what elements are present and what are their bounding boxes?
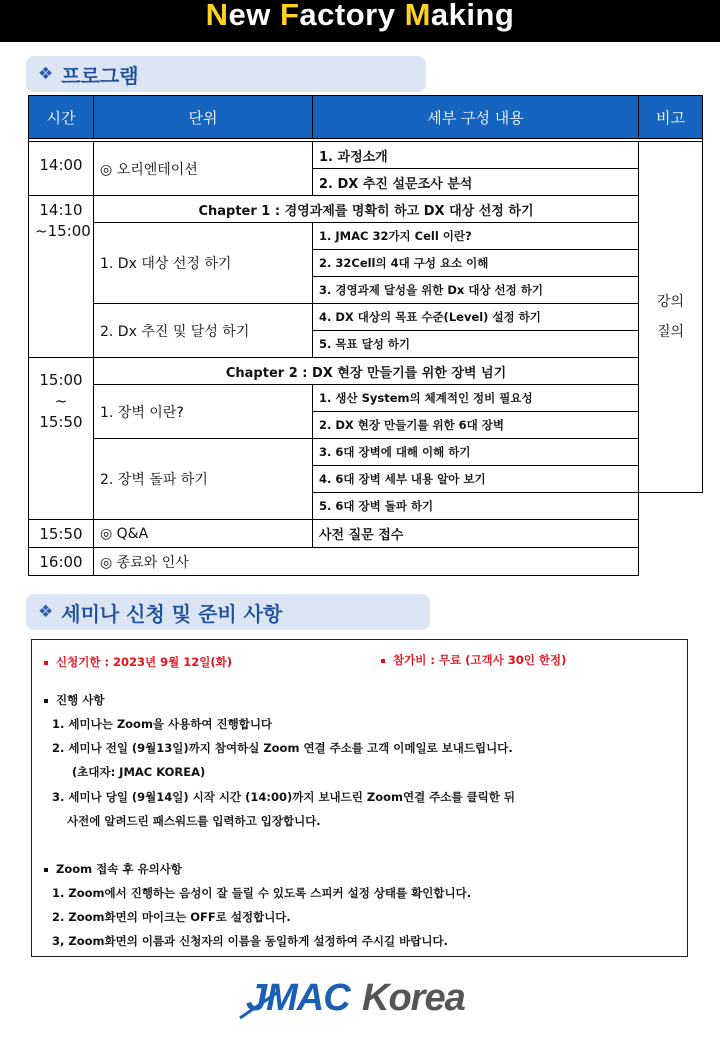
unit-cell: ◎ 종료와 인사 bbox=[94, 548, 639, 576]
logo-korea-text: Korea bbox=[362, 977, 465, 1019]
progress-item: 사전에 알려드린 패스워드를 입력하고 입장합니다. bbox=[67, 814, 321, 828]
title-cap-n: N bbox=[205, 0, 229, 32]
time-start: 15:00 bbox=[39, 371, 83, 389]
bullet-icon bbox=[381, 659, 385, 663]
zoom-title: Zoom 접속 후 유의사항 bbox=[56, 862, 182, 876]
detail-cell: 4. 6대 장벽 세부 내용 알아 보기 bbox=[313, 466, 639, 493]
detail-cell: 2. DX 추진 설문조사 분석 bbox=[313, 169, 639, 196]
time-end: ~15:00 bbox=[35, 222, 91, 240]
detail-cell: 3. 6대 장벽에 대해 이해 하기 bbox=[313, 439, 639, 466]
deadline-line bbox=[44, 654, 232, 670]
table-row bbox=[29, 520, 703, 548]
table-row bbox=[29, 385, 703, 412]
table-row bbox=[29, 439, 703, 466]
fee-line bbox=[381, 652, 566, 668]
table-row bbox=[29, 223, 703, 250]
table-row bbox=[29, 358, 703, 385]
section-program-header bbox=[26, 56, 426, 92]
header-note: 비고 bbox=[639, 96, 703, 139]
unit-cell: 1. 장벽 이란? bbox=[94, 385, 313, 439]
diamond-bullet-icon: ❖ bbox=[38, 602, 54, 622]
progress-item: 2. 세미나 전일 (9월13일)까지 참여하실 Zoom 연결 주소를 고객 이메일로 보내드립니다. bbox=[52, 741, 513, 755]
detail-cell: 3. 경영과제 달성을 위한 Dx 대상 선정 하기 bbox=[313, 277, 639, 304]
detail-cell: 1. JMAC 32가지 Cell 이란? bbox=[313, 223, 639, 250]
unit-cell: 2. Dx 추진 및 달성 하기 bbox=[94, 304, 313, 358]
diamond-bullet-icon: ❖ bbox=[38, 64, 54, 84]
unit-cell: ◎ Q&A bbox=[94, 520, 313, 548]
title-part-aking: aking bbox=[430, 0, 515, 32]
section-seminar-header bbox=[26, 594, 430, 630]
detail-cell: 1. 생산 System의 체계적인 정비 필요성 bbox=[313, 385, 639, 412]
progress-item: (초대자: JMAC KOREA) bbox=[72, 765, 206, 779]
zoom-item: 3, Zoom화면의 이름과 신청자의 이름을 동일하게 설정하여 주시길 바랍니다. bbox=[52, 934, 448, 948]
table-row bbox=[29, 196, 703, 223]
program-table bbox=[28, 95, 703, 576]
time-cell bbox=[29, 358, 94, 520]
bullet-icon bbox=[44, 661, 48, 665]
detail-cell: 2. 32Cell의 4대 구성 요소 이해 bbox=[313, 250, 639, 277]
table-header-row bbox=[29, 96, 703, 139]
title-part-actory: actory bbox=[299, 0, 405, 32]
title-part-ew: ew bbox=[228, 0, 280, 32]
page-title-bar bbox=[0, 0, 720, 42]
bullet-icon bbox=[44, 868, 48, 872]
progress-item: 1. 세미나는 Zoom을 사용하여 진행합니다 bbox=[52, 717, 273, 731]
header-time: 시간 bbox=[29, 96, 94, 139]
unit-cell: 1. Dx 대상 선정 하기 bbox=[94, 223, 313, 304]
time-end: ~ 15:50 bbox=[39, 392, 83, 431]
progress-item: 3. 세미나 당일 (9월14일) 시작 시간 (14:00)까지 보내드린 Zoom연결 주소를 클릭한 뒤 bbox=[52, 790, 515, 804]
logo-jmac-text: JMAC bbox=[246, 977, 350, 1019]
seminar-info-box bbox=[31, 639, 688, 957]
time-cell: 15:50 bbox=[29, 520, 94, 548]
fee-text: 참가비 : 무료 (고객사 30인 한정) bbox=[393, 653, 567, 667]
header-unit: 단위 bbox=[94, 96, 313, 139]
time-cell: 16:00 bbox=[29, 548, 94, 576]
jmac-korea-logo bbox=[238, 974, 488, 1020]
time-cell bbox=[29, 196, 94, 358]
chapter-2-title: Chapter 2 : DX 현장 만들기를 위한 장벽 넘기 bbox=[94, 358, 639, 385]
page-title bbox=[206, 0, 515, 32]
table-row bbox=[29, 304, 703, 331]
deadline-text: 신청기한 : 2023년 9월 12일(화) bbox=[56, 655, 233, 669]
note-qa: 질의 bbox=[656, 324, 685, 340]
detail-cell: 1. 과정소개 bbox=[313, 142, 639, 169]
zoom-title-line bbox=[44, 861, 182, 877]
table-row bbox=[29, 142, 703, 169]
progress-title: 진행 사항 bbox=[56, 693, 105, 707]
detail-cell: 사전 질문 접수 bbox=[313, 520, 639, 548]
zoom-item: 1. Zoom에서 진행하는 음성이 잘 들릴 수 있도록 스피커 설정 상태를 확인합니다. bbox=[52, 886, 472, 900]
title-cap-m: M bbox=[404, 0, 431, 32]
chapter-1-title: Chapter 1 : 경영과제를 명확히 하고 DX 대상 선정 하기 bbox=[94, 196, 639, 223]
note-lecture: 강의 bbox=[656, 294, 685, 310]
header-detail: 세부 구성 내용 bbox=[313, 96, 639, 139]
detail-cell: 4. DX 대상의 목표 수준(Level) 설정 하기 bbox=[313, 304, 639, 331]
time-start: 14:10 bbox=[39, 201, 83, 219]
unit-cell: 2. 장벽 돌파 하기 bbox=[94, 439, 313, 520]
table-row bbox=[29, 548, 703, 576]
title-cap-f: F bbox=[279, 0, 300, 32]
progress-title-line bbox=[44, 692, 104, 708]
bullet-icon bbox=[44, 699, 48, 703]
unit-cell: ◎ 오리엔테이션 bbox=[94, 142, 313, 196]
section-seminar-title: 세미나 신청 및 준비 사항 bbox=[61, 601, 283, 626]
section-program-title: 프로그램 bbox=[61, 63, 139, 88]
time-cell: 14:00 bbox=[29, 142, 94, 196]
note-cell bbox=[639, 142, 703, 493]
detail-cell: 5. 목표 달성 하기 bbox=[313, 331, 639, 358]
zoom-item: 2. Zoom화면의 마이크는 OFF로 설정합니다. bbox=[52, 910, 291, 924]
detail-cell: 2. DX 현장 만들기를 위한 6대 장벽 bbox=[313, 412, 639, 439]
detail-cell: 5. 6대 장벽 돌파 하기 bbox=[313, 493, 639, 520]
